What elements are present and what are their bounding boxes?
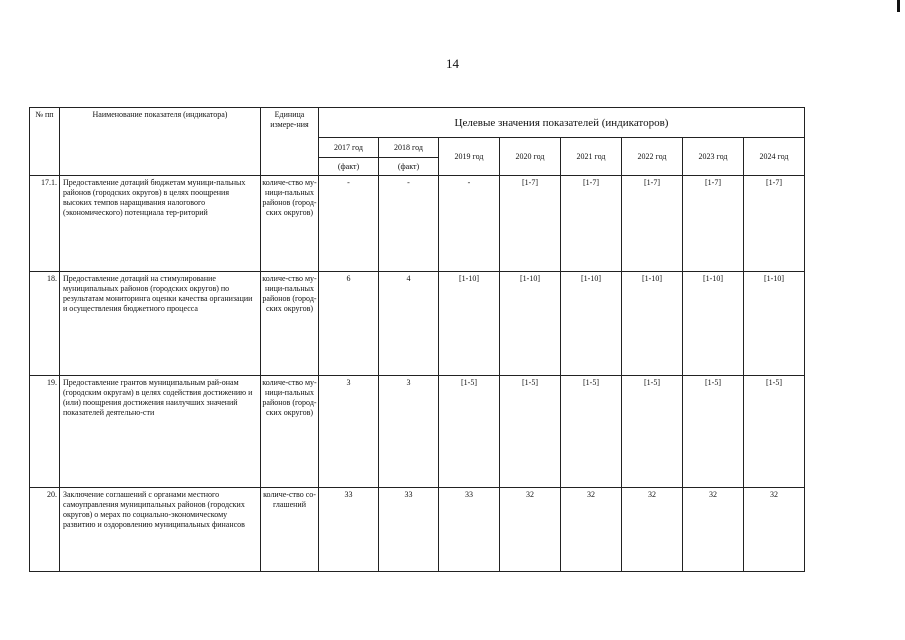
target-value: 3	[379, 376, 439, 488]
target-value: -	[379, 176, 439, 272]
header-year: 2023 год	[683, 138, 744, 176]
header-year: 2017 год	[319, 138, 379, 158]
row-number: 19.	[30, 376, 60, 488]
row-number: 18.	[30, 272, 60, 376]
target-value: 32	[744, 488, 805, 572]
indicator-unit: количе-ство му-ници-пальных районов (город-ских округов)	[261, 376, 319, 488]
indicator-name: Предоставление грантов муниципальным рай-онам (городским округам) в целях содействия достижению и (или) поощрения достижения наилучших значений показателей деятельно-сти	[60, 376, 261, 488]
indicator-unit: количе-ство му-ници-пальных районов (город-ских округов)	[261, 272, 319, 376]
header-year: 2021 год	[561, 138, 622, 176]
target-value: 4	[379, 272, 439, 376]
target-value: 33	[439, 488, 500, 572]
target-value: [1-5]	[561, 376, 622, 488]
header-name: Наименование показателя (индикатора)	[60, 108, 261, 176]
target-value: -	[319, 176, 379, 272]
target-value: [1-7]	[561, 176, 622, 272]
target-value: 32	[500, 488, 561, 572]
row-number: 20.	[30, 488, 60, 572]
target-value: [1-10]	[683, 272, 744, 376]
header-unit: Единица измере-ния	[261, 108, 319, 176]
indicator-name: Предоставление дотаций на стимулирование муниципальных районов (городских округов) по результатам мониторинга оценки качества организации и осуществления бюджетного процесса	[60, 272, 261, 376]
row-number: 17.1.	[30, 176, 60, 272]
target-value: [1-5]	[683, 376, 744, 488]
header-year: 2020 год	[500, 138, 561, 176]
table-row	[30, 176, 805, 272]
target-value: 32	[683, 488, 744, 572]
target-value: [1-10]	[622, 272, 683, 376]
target-value: [1-7]	[622, 176, 683, 272]
target-value: 33	[319, 488, 379, 572]
target-value: [1-10]	[561, 272, 622, 376]
target-value: [1-10]	[439, 272, 500, 376]
table-row	[30, 272, 805, 376]
target-value: [1-7]	[683, 176, 744, 272]
target-value: [1-5]	[439, 376, 500, 488]
table-row	[30, 376, 805, 488]
target-value: -	[439, 176, 500, 272]
target-value: [1-10]	[500, 272, 561, 376]
indicator-name: Заключение соглашений с органами местного самоуправления муниципальных районов (городских округов) о мерах по социально-экономическому развитию и оздоровлению муниципальных финансов	[60, 488, 261, 572]
page-number: 14	[446, 56, 459, 71]
target-value: [1-10]	[744, 272, 805, 376]
target-value: 6	[319, 272, 379, 376]
target-value: [1-5]	[744, 376, 805, 488]
header-target-values: Целевые значения показателей (индикаторов)	[319, 108, 805, 138]
header-year: 2018 год	[379, 138, 439, 158]
indicator-unit: количе-ство со-глашений	[261, 488, 319, 572]
header-year: 2024 год	[744, 138, 805, 176]
target-value: 32	[622, 488, 683, 572]
table-row	[30, 488, 805, 572]
target-value: [1-5]	[622, 376, 683, 488]
target-value: 3	[319, 376, 379, 488]
header-year: 2022 год	[622, 138, 683, 176]
target-value: 33	[379, 488, 439, 572]
indicators-table	[29, 107, 805, 572]
target-value: [1-7]	[500, 176, 561, 272]
target-value: 32	[561, 488, 622, 572]
target-value: [1-5]	[500, 376, 561, 488]
target-value: [1-7]	[744, 176, 805, 272]
indicator-unit: количе-ство му-ници-пальных районов (город-ских округов)	[261, 176, 319, 272]
header-fact-label: (факт)	[379, 158, 439, 176]
scan-edge-mark	[897, 0, 900, 12]
header-year: 2019 год	[439, 138, 500, 176]
header-fact-label: (факт)	[319, 158, 379, 176]
header-number: № пп	[30, 108, 60, 176]
indicator-name: Предоставление дотаций бюджетам муници-пальных районов (городских округов) в целях поощрения высоких темпов наращивания налогового (экономического) потенциала тер-риторий	[60, 176, 261, 272]
